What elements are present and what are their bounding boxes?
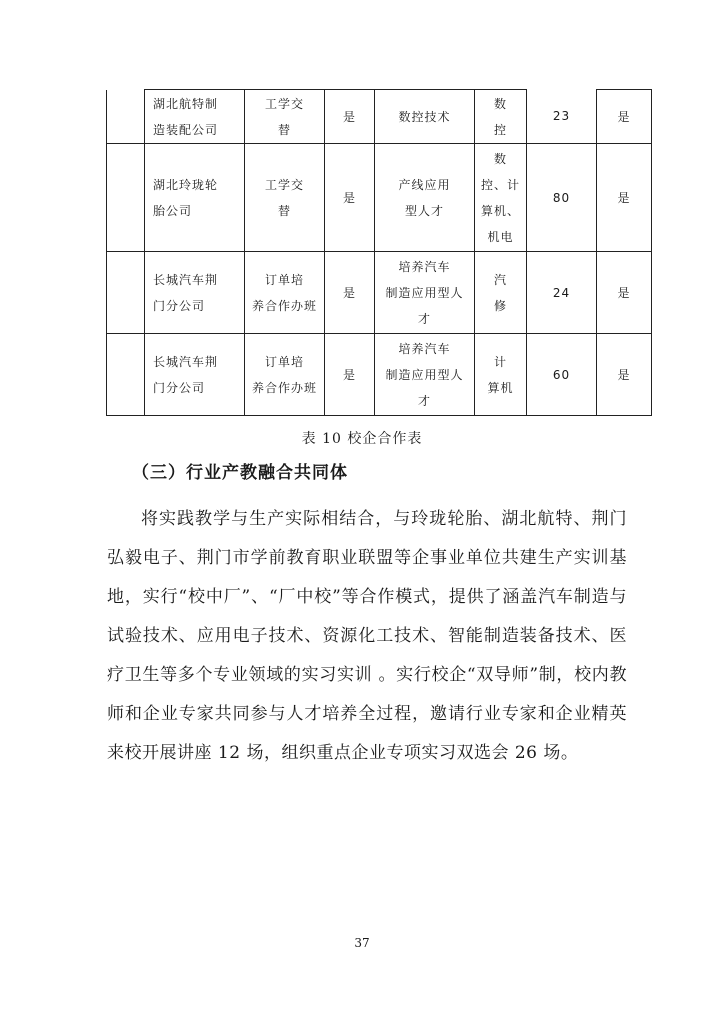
table-cell-mode: 订单培 养合作办班	[245, 252, 325, 334]
table-row	[107, 144, 652, 252]
table-cell-count: 80	[527, 144, 597, 252]
table-row	[107, 90, 652, 144]
table-cell-flag: 是	[325, 334, 375, 416]
cooperation-table	[106, 89, 652, 416]
body-paragraph: 将实践教学与生产实际相结合，与玲珑轮胎、湖北航特、荆门弘毅电子、荆门市学前教育职业联盟等企事业单位共建生产实训基地，实行“校中厂”、“厂中校”等合作模式，提供了涵盖汽车制造与试验技术、应用电子技术、资源化工技术、智能制造装备技术、医疗卫生等多个专业领域的实习实训 。实行校企“双导师”制，校内教师和企业专家共同参与人才培养全过程，邀请行业专家和企业精英来校开展讲座 12 场，组织重点企业专项实习双选会 26 场。	[107, 509, 627, 763]
table-cell-count: 60	[527, 334, 597, 416]
table-cell-major: 计 算机	[475, 334, 527, 416]
table-cell-major: 汽 修	[475, 252, 527, 334]
table-cell-index	[107, 252, 145, 334]
table-cell-mode: 工学交 替	[245, 144, 325, 252]
table-cell-index	[107, 90, 145, 144]
table-cell-content: 培养汽车 制造应用型人 才	[375, 252, 475, 334]
table-cell-major: 数 控	[475, 90, 527, 144]
section-title: （三）行业产教融合共同体	[132, 463, 348, 483]
table-cell-count: 23	[527, 90, 597, 144]
table-cell-index	[107, 144, 145, 252]
table-cell-content: 产线应用 型人才	[375, 144, 475, 252]
table-cell-company: 湖北玲珑轮 胎公司	[145, 144, 245, 252]
table-cell-result: 是	[597, 90, 652, 144]
table-cell-company: 长城汽车荆 门分公司	[145, 334, 245, 416]
table-cell-index	[107, 334, 145, 416]
table-cell-count: 24	[527, 252, 597, 334]
table-row	[107, 252, 652, 334]
table-cell-major: 数 控、计 算机、 机电	[475, 144, 527, 252]
table-cell-company: 长城汽车荆 门分公司	[145, 252, 245, 334]
table-cell-result: 是	[597, 252, 652, 334]
table-cell-flag: 是	[325, 252, 375, 334]
table-cell-result: 是	[597, 144, 652, 252]
table-cell-mode: 工学交 替	[245, 90, 325, 144]
table-cell-content: 培养汽车 制造应用型人 才	[375, 334, 475, 416]
table-cell-result: 是	[597, 334, 652, 416]
table-cell-content: 数控技术	[375, 90, 475, 144]
table-cell-mode: 订单培 养合作办班	[245, 334, 325, 416]
table-cell-flag: 是	[325, 144, 375, 252]
page-number: 37	[354, 936, 370, 950]
table-caption: 表 10 校企合作表	[301, 431, 423, 447]
table-cell-flag: 是	[325, 90, 375, 144]
table-row	[107, 334, 652, 416]
table-cell-company: 湖北航特制 造装配公司	[145, 90, 245, 144]
